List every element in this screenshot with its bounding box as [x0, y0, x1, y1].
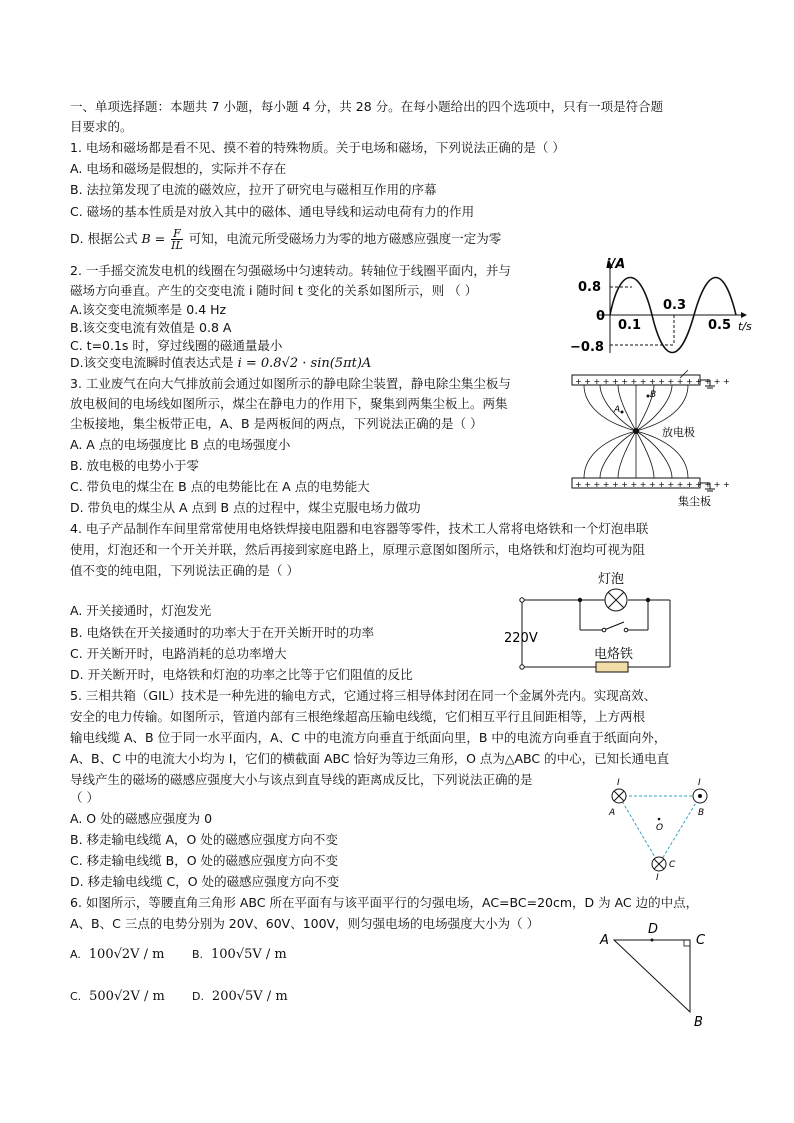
- q5-stem-line3: 输电线缆 A、B 位于同一水平面内，A、C 中的电流方向垂直于纸面向里，B 中的电流方向垂直于纸面向外，: [70, 730, 667, 745]
- q6-c-value: 500√2V / m: [89, 989, 165, 1004]
- q6-option-a: [70, 945, 165, 964]
- q4-stem-line3: 值不变的纯电阻，下列说法正确的是（ ）: [70, 563, 299, 578]
- q4-label-iron: 电烙铁: [594, 647, 634, 662]
- q2-ytick-bottom: −0.8: [570, 340, 604, 355]
- q2-origin: 0: [596, 309, 606, 324]
- q5-option-b: B. 移走输电线缆 A，O 处的磁感应强度方向不变: [70, 832, 338, 847]
- q5-option-d: D. 移走输电线缆 C，O 处的磁感应强度方向不变: [70, 874, 340, 889]
- q2-xlabel: t/s: [738, 320, 752, 333]
- q2-option-a: A.该交变电流频率是 0.4 Hz: [70, 302, 227, 317]
- q3-option-b: B. 放电极的电势小于零: [70, 458, 200, 473]
- q4-stem-line2: 使用，灯泡还和一个开关并联，然后再接到家庭电路上，原理示意图如图所示，电烙铁和灯泡均可视为阻: [70, 542, 646, 557]
- q6-label-a: A: [600, 933, 609, 948]
- q1-d-den: IL: [171, 239, 183, 252]
- q3-top-plus: + + + + + + + + + + + + + + + + +: [575, 377, 730, 386]
- q1-option-b: B. 法拉第发现了电流的磁效应，拉开了研究电与磁相互作用的序幕: [70, 182, 437, 197]
- q1-d-prefix: D. 根据公式: [70, 231, 142, 246]
- q5-label-a: A: [609, 808, 616, 818]
- q1-stem: 1. 电场和磁场都是看不见、摸不着的特殊物质。关于电场和磁场，下列说法正确的是（ ）: [70, 140, 565, 155]
- q2-xtick-2: 0.3: [663, 298, 687, 313]
- q1-d-var: B: [141, 231, 151, 246]
- q1-d-fraction: [171, 228, 183, 251]
- q2-xtick-3: 0.5: [708, 318, 732, 333]
- q2-stem-line1: 2. 一手摇交流发电机的线圈在匀强磁场中匀速转动。转轴位于线圈平面内，并与: [70, 263, 511, 278]
- q5-stem-line6: （ ）: [70, 790, 99, 805]
- q5-center-o: [658, 818, 661, 821]
- q6-d-label: D.: [192, 990, 204, 1003]
- q2-current-graph: [568, 255, 768, 360]
- q2-d-prefix: D.该交变电流瞬时值表达式是: [70, 355, 238, 370]
- q5-cable-triangle: [605, 778, 725, 883]
- q6-d-value: 200√5V / m: [211, 989, 288, 1004]
- q2-xtick-1: 0.1: [618, 318, 642, 333]
- q6-b-value: 100√5V / m: [211, 947, 287, 962]
- q3-label-plate: 集尘板: [678, 495, 711, 508]
- q3-stem-line1: 3. 工业废气在向大气排放前会通过如图所示的静电除尘装置，静电除尘集尘板与: [70, 376, 511, 391]
- q6-stem-line2: A、B、C 三点的电势分别为 20V、60V、100V，则匀强电场的电场强度大小为（ ）: [70, 916, 540, 931]
- q3-stem-line2: 放电极间的电场线如图所示，煤尘在静电力的作用下，聚集到两集尘板上。两集: [70, 396, 508, 411]
- q1-option-c: C. 磁场的基本性质是对放入其中的磁体、通电导线和运动电荷有力的作用: [70, 204, 475, 219]
- section-heading-line2: 目要求的。: [70, 119, 133, 134]
- q5-stem-line5: 导线产生的磁场的磁感应强度大小与该点到直导线的距离成反比，下列说法正确的是: [70, 772, 533, 787]
- q2-option-b: B.该交变电流有效值是 0.8 A: [70, 320, 232, 335]
- q5-label-i-c: I: [656, 873, 659, 883]
- q6-stem-line1: 6. 如图所示，等腰直角三角形 ABC 所在平面有与该平面平行的匀强电场，AC=BC=20cm，D 为 AC 边的中点，: [70, 895, 699, 910]
- q5-stem-line4: A、B、C 中的电流大小均为 I，它们的横截面 ABC 恰好为等边三角形，O 点为△ABC 的中心，已知长通电直: [70, 751, 670, 766]
- q4-soldering-iron: [596, 662, 628, 672]
- q4-option-d: D. 开关断开时，电烙铁和灯泡的功率之比等于它们阻值的反比: [70, 667, 413, 682]
- q4-label-voltage: 220V: [504, 631, 538, 646]
- q2-option-c: C. t=0.1s 时，穿过线圈的磁通量最小: [70, 338, 283, 353]
- q3-bottom-plus: + + + + + + + + + + + + + + + + +: [575, 480, 730, 489]
- q1-d-eq: =: [150, 231, 170, 246]
- q5-label-i-a: I: [617, 778, 620, 788]
- q1-d-num: F: [171, 228, 183, 240]
- q6-b-label: B.: [192, 948, 204, 961]
- q3-label-b: B: [650, 390, 657, 400]
- q6-label-b: B: [694, 1015, 703, 1030]
- section-heading-line1: 一、单项选择题：本题共 7 小题，每小题 4 分，共 28 分。在每小题给出的四个选项中，只有一项是符合题: [70, 99, 664, 114]
- q6-a-label: A.: [70, 948, 81, 961]
- q5-option-a: A. O 处的磁感应强度为 0: [70, 811, 213, 826]
- q6-label-d: D: [648, 922, 659, 937]
- q5-label-b: B: [698, 808, 705, 818]
- q2-ylabel: i/A: [606, 257, 626, 272]
- q3-label-a: A: [614, 405, 621, 415]
- q4-option-b: B. 电烙铁在开关接通时的功率大于在开关断开时的功率: [70, 625, 375, 640]
- q5-label-c: C: [669, 860, 676, 870]
- q6-a-value: 100√2V / m: [88, 947, 165, 962]
- q1-option-d: [70, 226, 501, 252]
- q6-option-d: [192, 987, 288, 1006]
- q4-option-a: A. 开关接通时，灯泡发光: [70, 603, 212, 618]
- q4-label-bulb: 灯泡: [598, 572, 625, 587]
- q3-label-discharge: 放电极: [662, 426, 695, 439]
- q3-option-c: C. 带负电的煤尘在 B 点的电势能比在 A 点的电势能大: [70, 479, 370, 494]
- q2-ytick-top: 0.8: [578, 280, 602, 295]
- q4-circuit-diagram: [500, 570, 700, 680]
- q4-option-c: C. 开关断开时，电路消耗的总功率增大: [70, 646, 287, 661]
- q2-d-formula: i = 0.8√2 · sin(5πt)A: [237, 356, 372, 371]
- q3-point-a: [621, 411, 624, 414]
- q6-option-b: [192, 945, 287, 964]
- q6-right-triangle: [598, 920, 728, 1030]
- q5-stem-line1: 5. 三相共箱（GIL）技术是一种先进的输电方式，它通过将三相导体封闭在同一个金属外壳内。实现高效、: [70, 688, 657, 703]
- q6-c-label: C.: [70, 990, 82, 1003]
- q6-label-c: C: [696, 933, 706, 948]
- q4-stem-line1: 4. 电子产品制作车间里常常使用电烙铁焊接电阻器和电容器等零件，技术工人常将电烙铁和一个灯泡串联: [70, 521, 649, 536]
- q3-option-a: A. A 点的电场强度比 B 点的电场强度小: [70, 437, 291, 452]
- q3-discharge-electrode: [633, 428, 639, 434]
- q5-option-c: C. 移走输电线缆 B，O 处的磁感应强度方向不变: [70, 853, 339, 868]
- q6-option-c: [70, 987, 165, 1006]
- q3-electrostatic-precipitator: [570, 370, 730, 510]
- q2-option-d: [70, 355, 371, 372]
- q1-option-a: A. 电场和磁场是假想的，实际并不存在: [70, 161, 287, 176]
- q3-option-d: D. 带负电的煤尘从 A 点到 B 点的过程中，煤尘克服电场力做功: [70, 500, 421, 515]
- q3-stem-line3: 尘板接地，集尘板带正电，A、B 是两板间的两点，下列说法正确的是（ ）: [70, 416, 483, 431]
- q6-point-d: [651, 939, 654, 942]
- q5-stem-line2: 安全的电力传输。如图所示，管道内部有三根绝缘超高压输电线缆，它们相互平行且间距相等，上方两根: [70, 709, 646, 724]
- q5-label-o: O: [656, 823, 664, 833]
- q5-label-i-b: I: [698, 778, 701, 788]
- q2-stem-line2: 磁场方向垂直。产生的交变电流 i 随时间 t 变化的关系如图所示，则 （ ）: [70, 283, 478, 298]
- q1-d-suffix: 可知，电流元所受磁场力为零的地方磁感应强度一定为零: [184, 231, 502, 246]
